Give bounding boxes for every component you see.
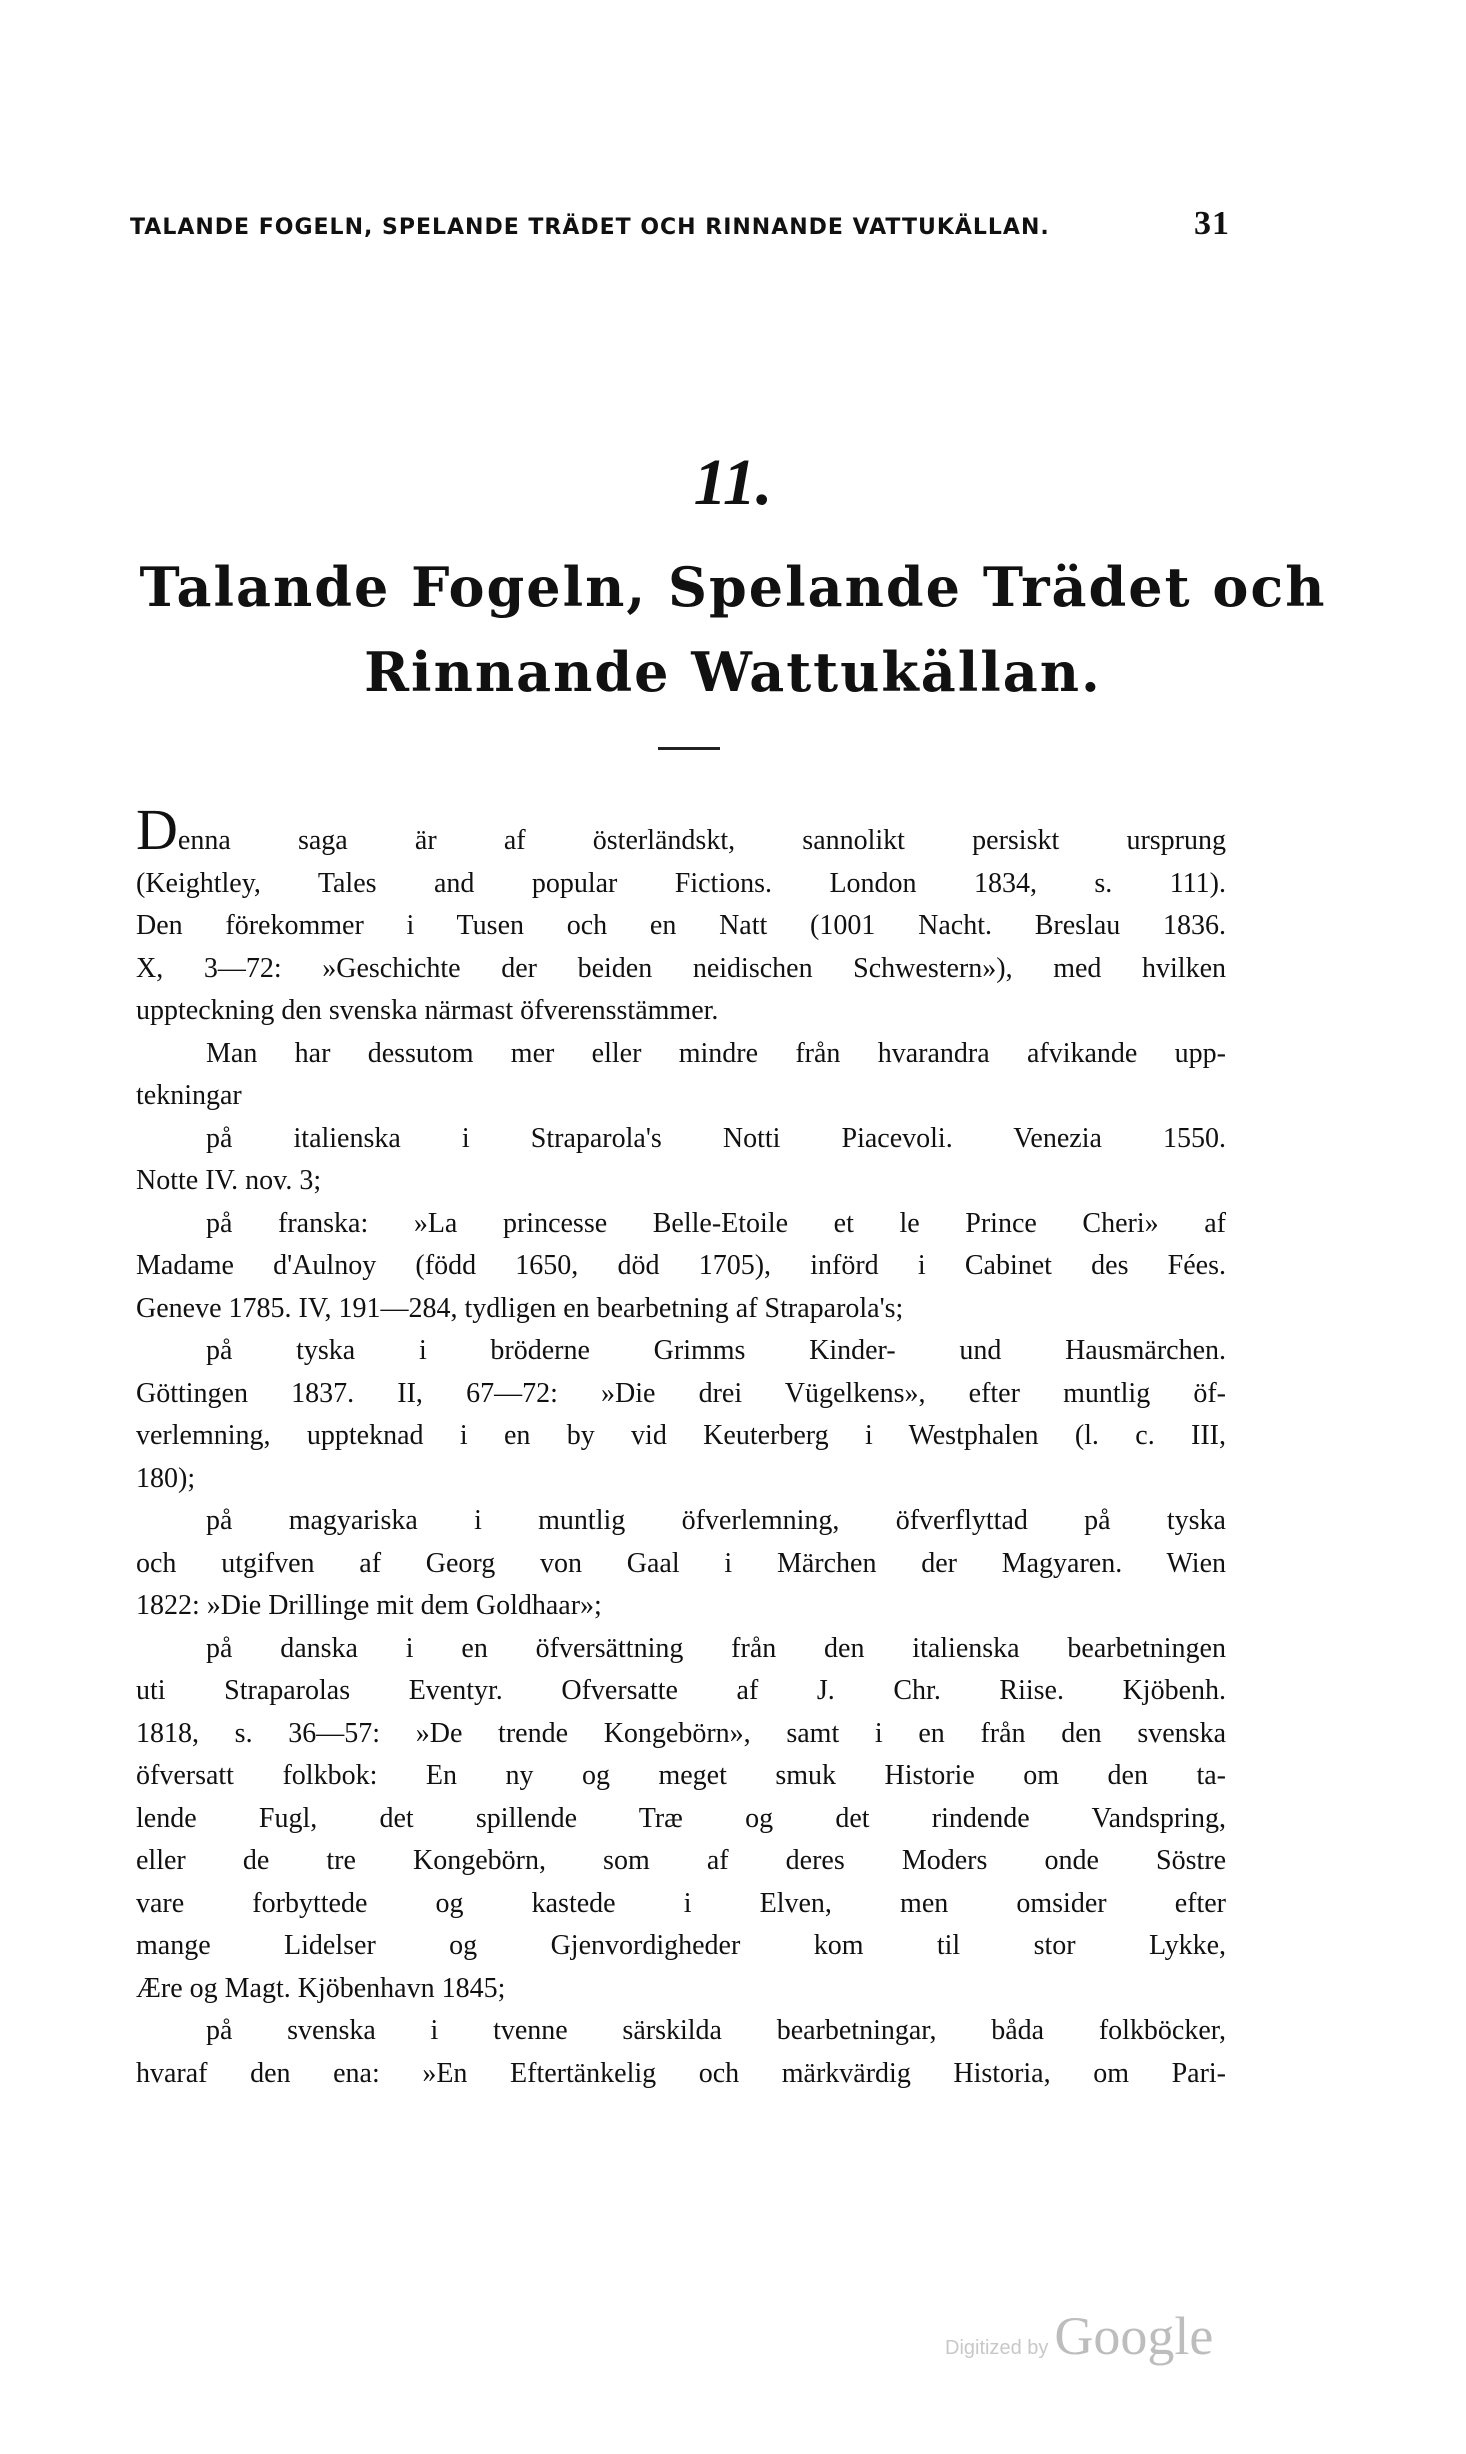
text-line [136,1670,1226,1713]
text-line-content: Notte IV. nov. 3; [136,1165,322,1196]
text-line-content: eller de tre Kongebörn, som af deres Moders onde Söstre [136,1845,1226,1876]
watermark-prefix: Digitized by [945,2337,1049,2359]
text-line-content: på tyska i bröderne Grimms Kinder- und Hausmärchen. [206,1335,1226,1366]
text-line-content: X, 3—72: »Geschichte der beiden neidischen Schwestern»), med hvilken [136,952,1226,984]
text-line [136,1075,1226,1118]
text-line [136,863,1226,906]
text-line [136,1968,1226,2011]
body-text [136,797,1226,2095]
text-line-content: på danska i en öfversättning från den italienska bearbetningen [206,1632,1226,1664]
text-line-content: hvaraf den ena: »En Eftertänkelig och märkvärdig Historia, om Pari- [136,2057,1226,2089]
chapter-number: 11. [693,446,773,519]
text-line [136,1585,1226,1628]
text-line [136,990,1226,1033]
text-line [136,1755,1226,1798]
text-line-content: Madame d'Aulnoy (född 1650, död 1705), införd i Cabinet des Fées. [136,1250,1226,1281]
text-line [136,1883,1226,1926]
text-line-content: 180); [136,1462,196,1494]
text-line [136,1245,1226,1288]
page-number: 31 [1194,205,1230,242]
text-line [136,1373,1226,1416]
text-line [136,1160,1226,1203]
text-line-content: Man har dessutom mer eller mindre från hvarandra afvikande upp- [206,1037,1226,1069]
text-line [136,2053,1226,2096]
text-line-content: Göttingen 1837. II, 67—72: »Die drei Vügelkens», efter muntlig öf- [136,1377,1226,1409]
text-line [136,1203,1226,1246]
text-line [136,1925,1226,1968]
text-line [136,1330,1226,1373]
text-line-content: uppteckning den svenska närmast öfverensstämmer. [136,995,719,1026]
text-line [136,1798,1226,1841]
text-line [136,1713,1226,1756]
text-line-content: öfversatt folkbok: En ny og meget smuk Historie om den ta- [136,1760,1226,1791]
text-line-content: uti Straparolas Eventyr. Ofversatte af J. Chr. Riise. Kjöbenh. [136,1675,1226,1706]
text-line-content: på italienska i Straparola's Notti Piacevoli. Venezia 1550. [206,1122,1226,1154]
text-line-content: 1818, s. 36—57: »De trende Kongebörn», samt i en från den svenska [136,1717,1226,1749]
chapter-title-line-2: Rinnande Wattukällan. [364,640,1102,704]
text-line [136,1033,1226,1076]
text-line [136,1543,1226,1586]
text-line-content: tekningar [136,1080,242,1111]
running-header [130,205,1230,243]
running-title: TALANDE FOGELN, SPELANDE TRÄDET OCH RINNANDE VATTUKÄLLAN. [130,215,1050,240]
text-line [136,1628,1226,1671]
text-line [136,1415,1226,1458]
text-line-content: på magyariska i muntlig öfverlemning, öfverflyttad på tyska [206,1505,1226,1536]
text-line-content: (Keightley, Tales and popular Fictions. London 1834, s. 111). [136,867,1226,899]
text-line [136,1118,1226,1161]
text-line-content: 1822: »Die Drillinge mit dem Goldhaar»; [136,1590,602,1621]
text-line [136,905,1226,948]
text-line-content: på svenska i tvenne särskilda bearbetningar, båda folkböcker, [206,2015,1226,2046]
text-line [136,948,1226,991]
text-line-content: vare forbyttede og kastede i Elven, men omsider efter [136,1887,1226,1919]
text-line [136,1458,1226,1501]
title-divider [658,747,720,750]
text-line [136,2010,1226,2053]
text-line-content: och utgifven af Georg von Gaal i Märchen der Magyaren. Wien [136,1547,1226,1579]
text-line-content: lende Fugl, det spillende Træ og det rindende Vandspring, [136,1802,1226,1834]
text-line-content: verlemning, uppteknad i en by vid Keuterberg i Westphalen (l. c. III, [136,1420,1226,1451]
text-line-content: Ære og Magt. Kjöbenhavn 1845; [136,1972,506,2004]
text-line [136,1840,1226,1883]
drop-cap: D [136,797,178,862]
text-line [136,797,1226,863]
chapter-title-line-1: Talande Fogeln, Spelande Trädet och [139,555,1327,619]
text-line-content: Geneve 1785. IV, 191—284, tydligen en bearbetning af Straparola's; [136,1292,904,1324]
text-line [136,1288,1226,1331]
text-line-content: mange Lidelser og Gjenvordigheder kom til stor Lykke, [136,1930,1226,1961]
google-logo: Google [1054,2306,1214,2366]
text-line-content: enna saga är af österländskt, sannolikt persiskt ursprung [177,825,1226,856]
text-line-content: på franska: »La princesse Belle-Etoile et le Prince Cheri» af [206,1207,1226,1239]
digitized-watermark [945,2305,1213,2367]
text-line-content: Den förekommer i Tusen och en Natt (1001 Nacht. Breslau 1836. [136,910,1226,941]
text-line [136,1500,1226,1543]
